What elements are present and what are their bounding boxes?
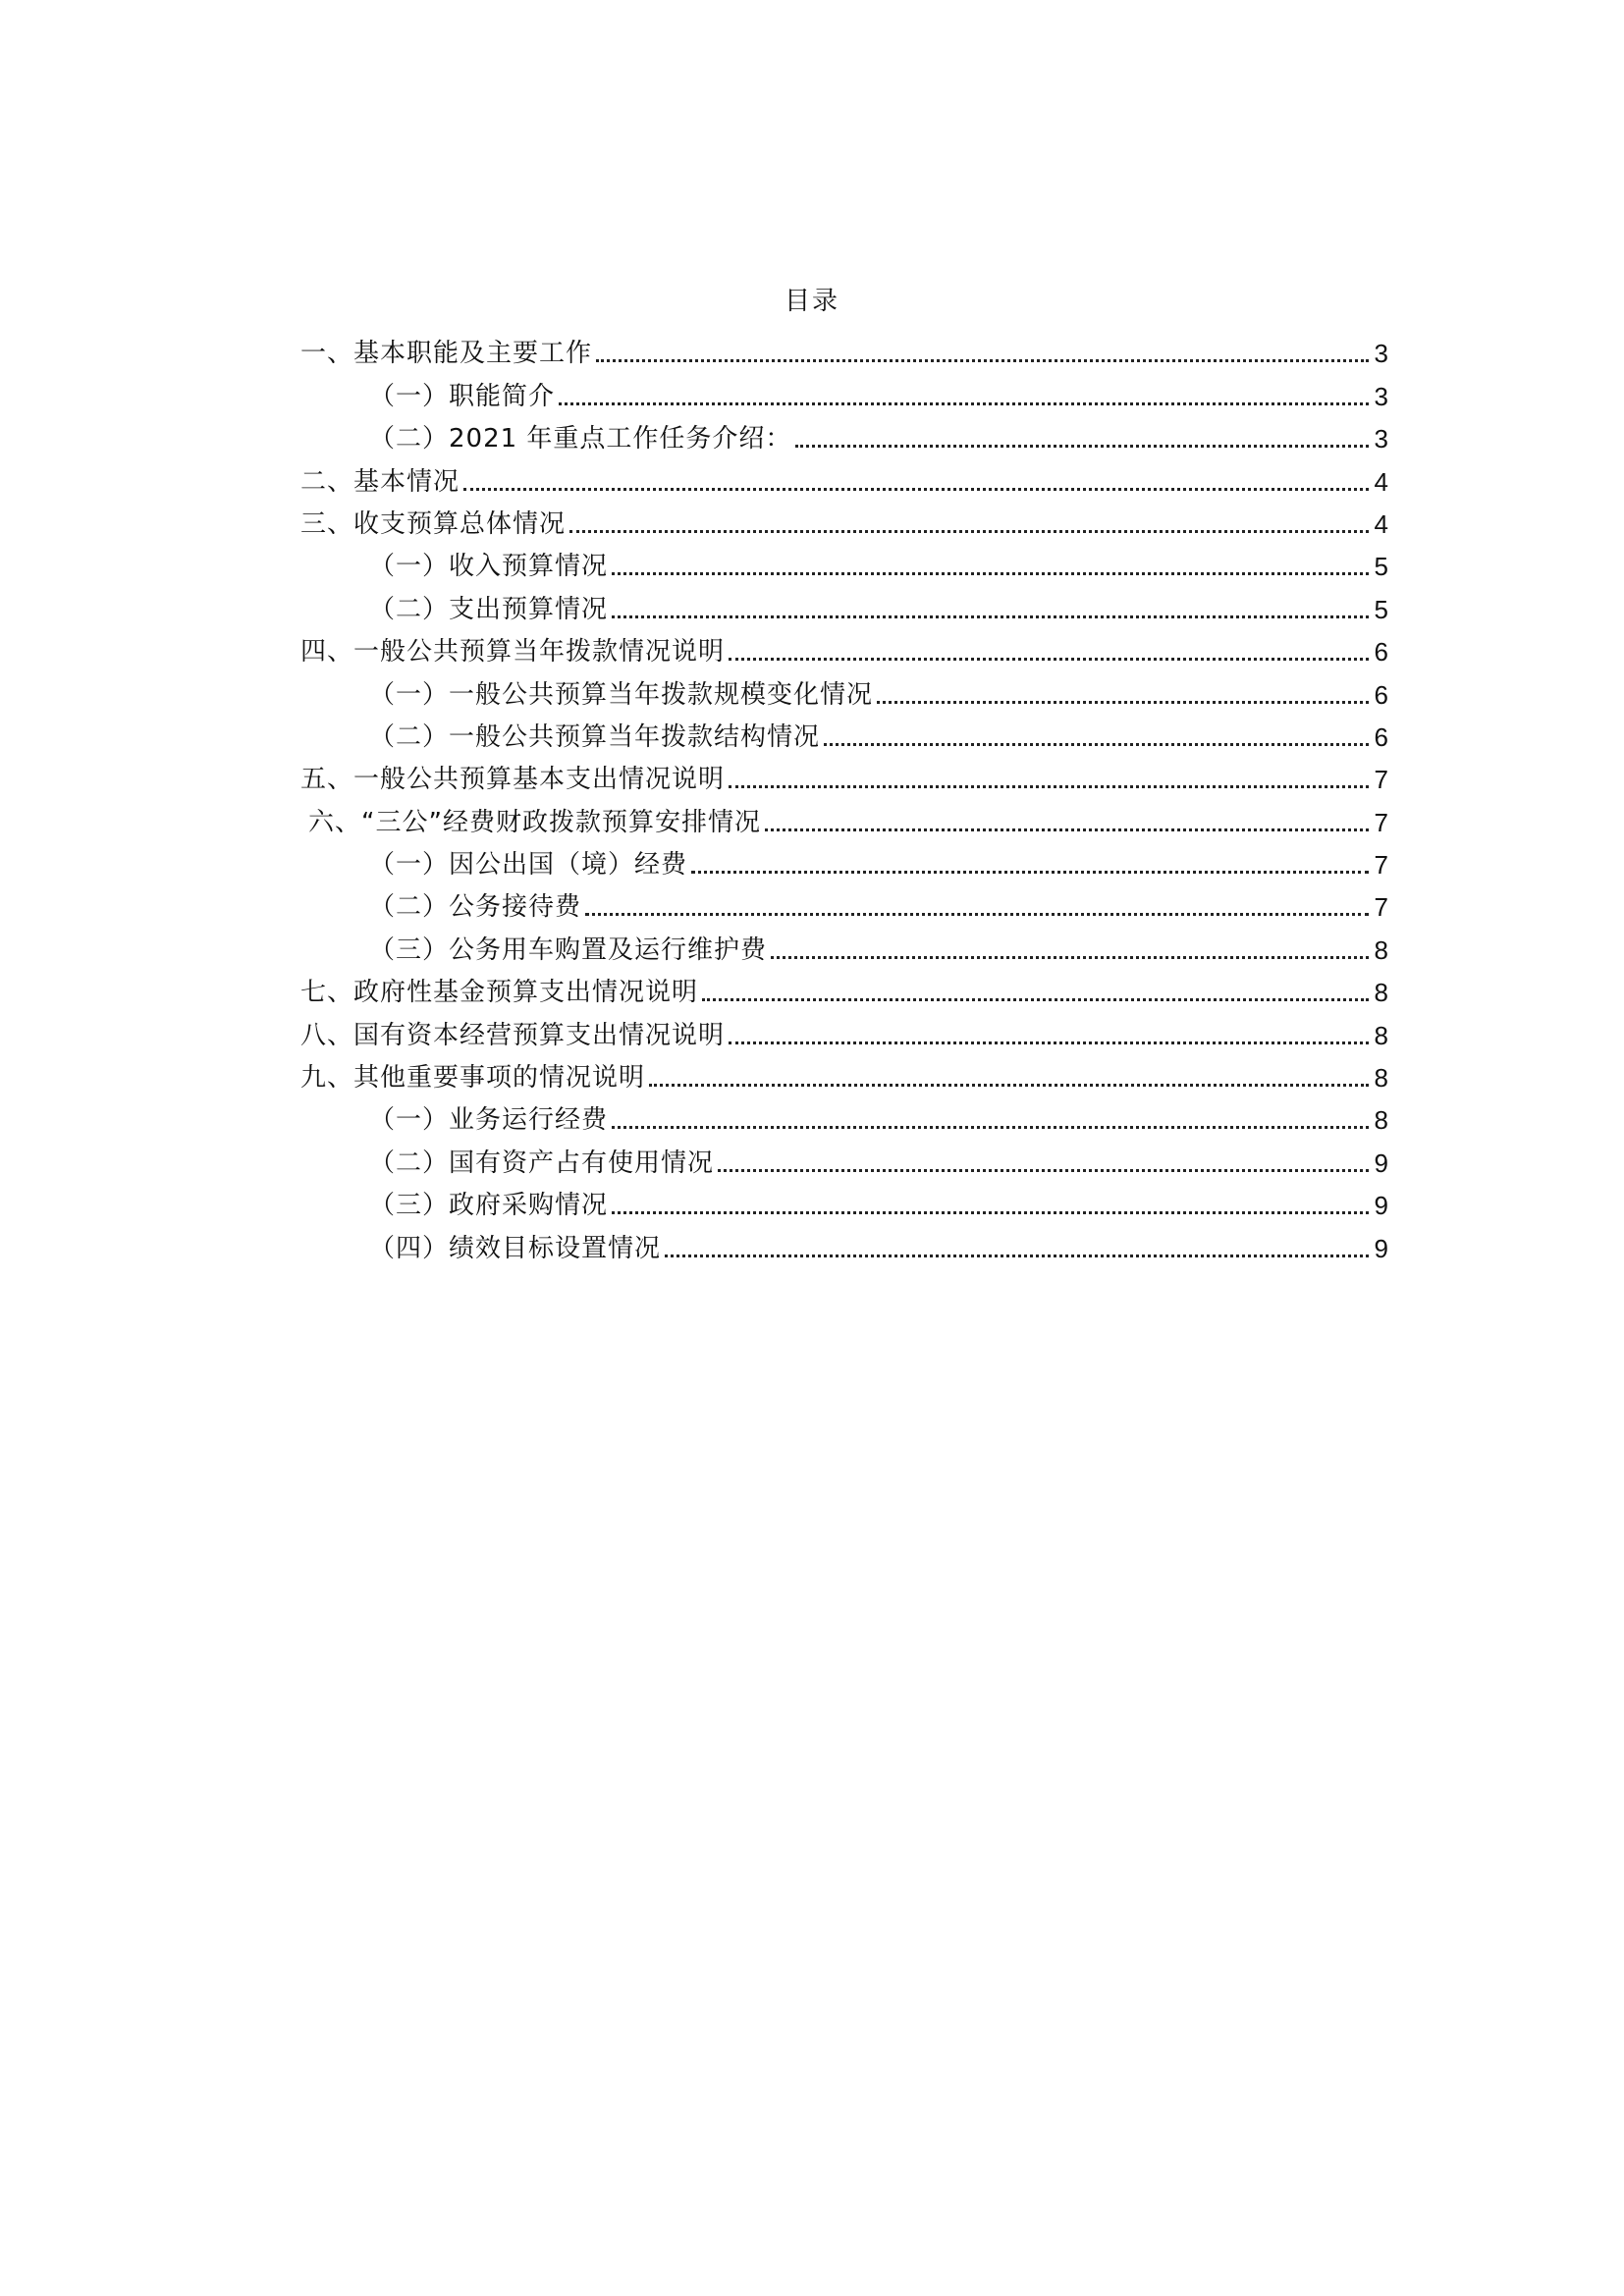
dot-leader: [729, 785, 1369, 788]
toc-entry[interactable]: [300, 413, 1388, 455]
toc-entry-label: （三）政府采购情况: [369, 1191, 609, 1221]
toc-entry-label: （四）绩效目标设置情况: [369, 1233, 662, 1263]
dot-leader: [612, 572, 1369, 575]
toc-entry[interactable]: [300, 1180, 1388, 1222]
toc-entry[interactable]: [300, 1052, 1388, 1095]
dot-leader: [569, 530, 1369, 533]
toc-entry-label: （二）2021 年重点工作任务介绍：: [369, 424, 792, 454]
toc-entry-label: （一）因公出国（境）经费: [369, 850, 688, 881]
dot-leader: [691, 871, 1369, 874]
toc-title: 目录: [784, 287, 839, 316]
dot-leader: [612, 1126, 1369, 1129]
dot-leader: [585, 913, 1369, 916]
toc-entry-page: 7: [1374, 850, 1388, 881]
toc-entry-label: （一）一般公共预算当年拨款规模变化情况: [369, 679, 874, 710]
dot-leader: [877, 701, 1369, 704]
dot-leader: [765, 828, 1369, 831]
toc-entry[interactable]: [300, 1222, 1388, 1264]
toc-entry[interactable]: [300, 455, 1388, 498]
toc-entry-page: 8: [1374, 934, 1388, 965]
toc-entry-label: 九、其他重要事项的情况说明: [300, 1063, 646, 1094]
dot-leader: [729, 658, 1369, 661]
toc-entry-label: （二）公务接待费: [369, 892, 582, 923]
toc-entry[interactable]: [300, 541, 1388, 583]
toc-entry[interactable]: [300, 1137, 1388, 1179]
toc-entry-page: 7: [1374, 892, 1388, 923]
dot-leader: [718, 1169, 1369, 1172]
toc-entry[interactable]: [300, 881, 1388, 924]
toc-entry-label: 六、“三公”经费财政拨款预算安排情况: [308, 807, 761, 837]
toc-entry-label: 七、政府性基金预算支出情况说明: [300, 978, 699, 1008]
toc-entry-page: 3: [1374, 381, 1388, 411]
toc-entry-label: （二）一般公共预算当年拨款结构情况: [369, 721, 821, 752]
toc-entry-page: 8: [1374, 1105, 1388, 1136]
toc-entry-page: 5: [1374, 594, 1388, 624]
dot-leader: [649, 1084, 1369, 1087]
toc-entry-label: （一）收入预算情况: [369, 552, 609, 582]
toc-entry-page: 5: [1374, 552, 1388, 582]
toc-entry[interactable]: [300, 499, 1388, 541]
dot-leader: [729, 1041, 1369, 1044]
dot-leader: [665, 1255, 1369, 1257]
toc-entry-page: 6: [1374, 637, 1388, 667]
dot-leader: [559, 402, 1369, 405]
toc-entry-page: 7: [1374, 807, 1388, 837]
dot-leader: [702, 998, 1369, 1001]
toc-entry-label: 八、国有资本经营预算支出情况说明: [300, 1020, 726, 1050]
toc-entry-label: （三）公务用车购置及运行维护费: [369, 934, 768, 965]
table-of-contents: [300, 328, 1388, 1265]
toc-entry-label: 二、基本情况: [300, 466, 460, 497]
toc-entry-label: 三、收支预算总体情况: [300, 508, 567, 539]
toc-entry-page: 3: [1374, 424, 1388, 454]
toc-entry-label: （二）国有资产占有使用情况: [369, 1148, 715, 1178]
toc-entry-label: （一）职能简介: [369, 381, 556, 411]
dot-leader: [612, 1211, 1369, 1214]
toc-entry[interactable]: [300, 1009, 1388, 1051]
toc-entry[interactable]: [300, 583, 1388, 625]
toc-entry-page: 8: [1374, 978, 1388, 1008]
toc-entry[interactable]: [300, 370, 1388, 412]
toc-entry-label: 一、基本职能及主要工作: [300, 339, 593, 369]
dot-leader: [824, 743, 1369, 746]
toc-entry-page: 9: [1374, 1148, 1388, 1178]
toc-entry-page: 8: [1374, 1063, 1388, 1094]
toc-entry-page: 4: [1374, 466, 1388, 497]
toc-entry-page: 4: [1374, 508, 1388, 539]
dot-leader: [596, 359, 1369, 362]
toc-entry[interactable]: [300, 626, 1388, 668]
dot-leader: [463, 488, 1369, 491]
toc-entry-page: 9: [1374, 1233, 1388, 1263]
toc-entry-page: 8: [1374, 1020, 1388, 1050]
toc-entry-label: 五、一般公共预算基本支出情况说明: [300, 765, 726, 795]
toc-entry-page: 9: [1374, 1191, 1388, 1221]
toc-entry-page: 6: [1374, 679, 1388, 710]
dot-leader: [795, 445, 1369, 448]
toc-entry[interactable]: [300, 967, 1388, 1009]
toc-entry[interactable]: [300, 924, 1388, 966]
toc-entry-page: 3: [1374, 339, 1388, 369]
toc-entry-page: 7: [1374, 765, 1388, 795]
toc-entry[interactable]: [300, 328, 1388, 370]
toc-entry-label: （二）支出预算情况: [369, 594, 609, 624]
toc-entry-label: 四、一般公共预算当年拨款情况说明: [300, 637, 726, 667]
dot-leader: [771, 956, 1369, 959]
toc-entry-page: 6: [1374, 721, 1388, 752]
toc-entry[interactable]: [300, 668, 1388, 711]
toc-entry[interactable]: [300, 712, 1388, 754]
toc-entry-label: （一）业务运行经费: [369, 1105, 609, 1136]
toc-entry[interactable]: [300, 796, 1388, 838]
toc-entry[interactable]: [300, 1095, 1388, 1137]
dot-leader: [612, 615, 1369, 618]
toc-entry[interactable]: [300, 754, 1388, 796]
toc-entry[interactable]: [300, 839, 1388, 881]
